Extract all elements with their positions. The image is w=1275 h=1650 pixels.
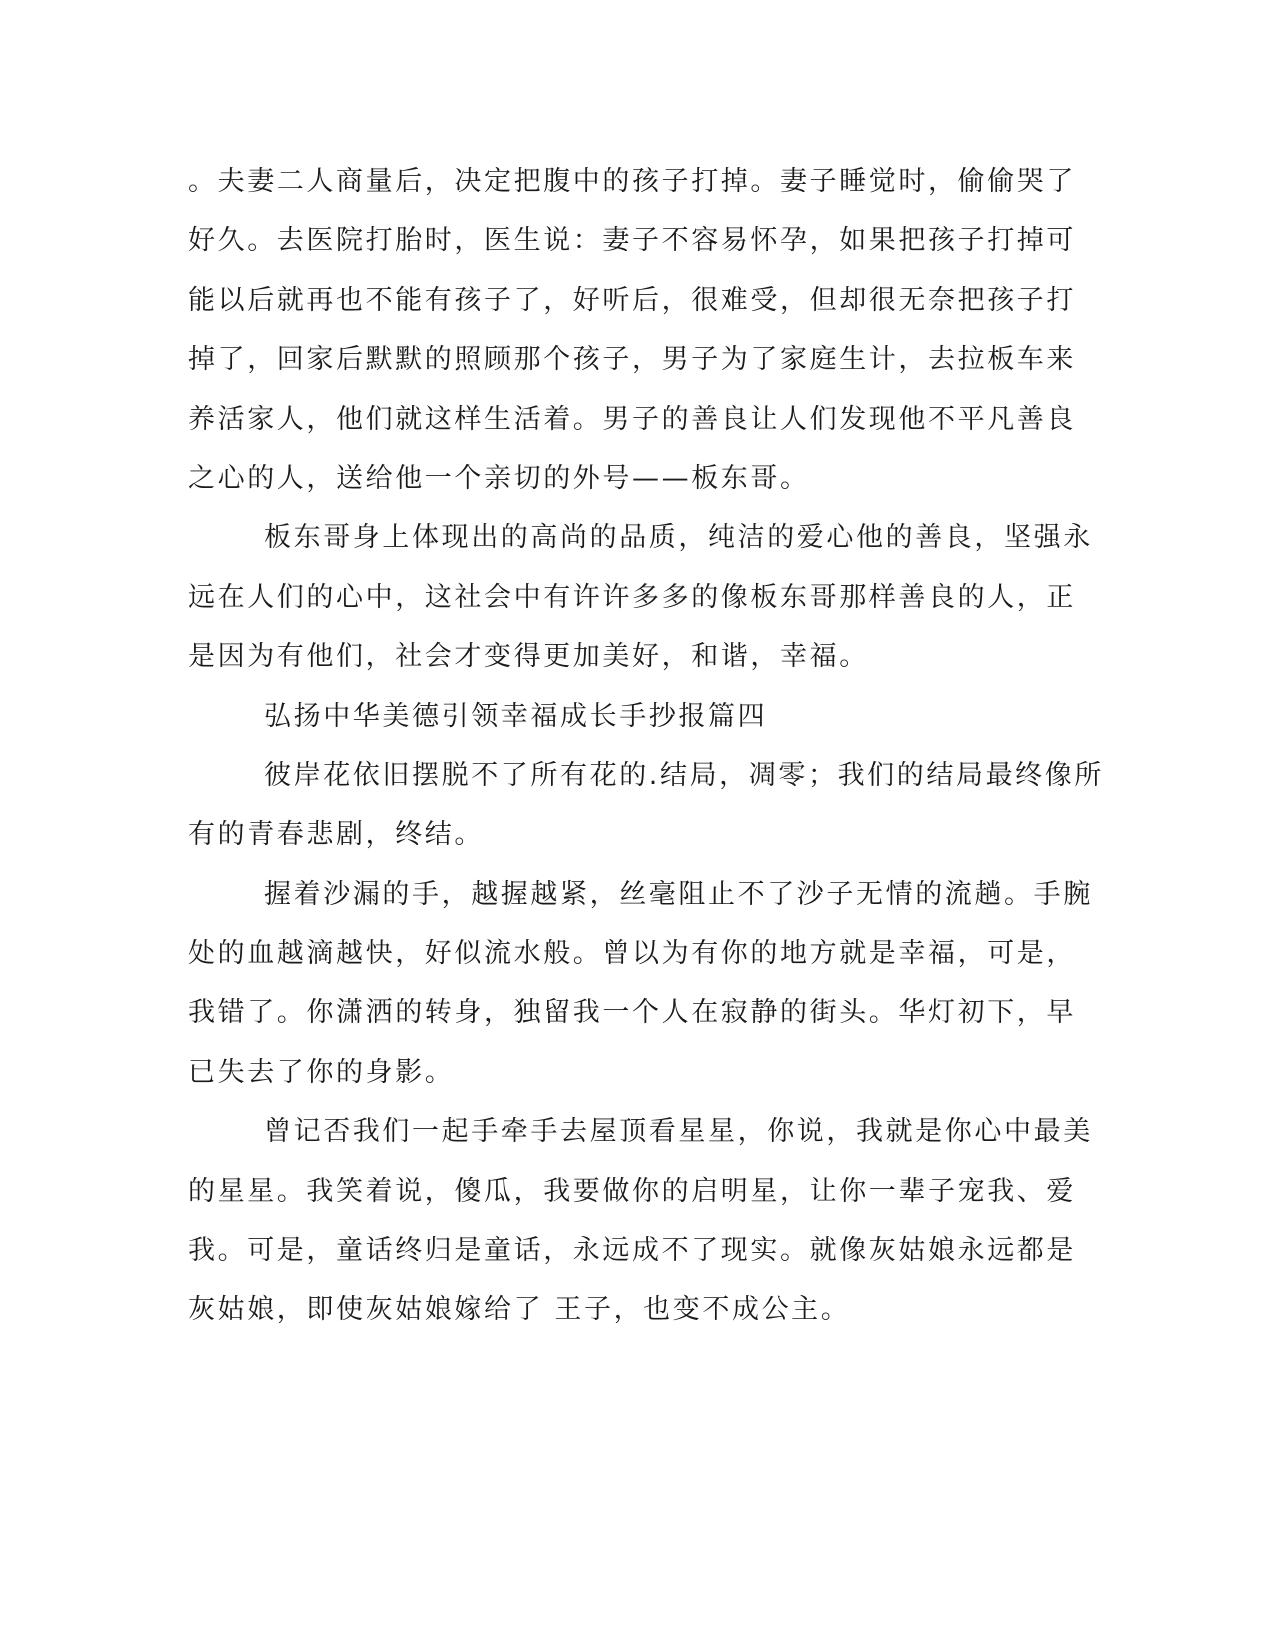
paragraph-first-line: 彼岸花依旧摆脱不了所有花的.结局，凋零；我们的结局最终像所: [264, 759, 1104, 791]
text-line: 我错了。你潇洒的转身，独留我一个人在寂静的街头。华灯初下，早: [188, 997, 1076, 1029]
text-line: 好久。去医院打胎时，医生说：妻子不容易怀孕，如果把孩子打掉可: [188, 225, 1076, 257]
paragraph-first-line: 板东哥身上体现出的高尚的品质，纯洁的爱心他的善良，坚强永: [264, 522, 1093, 554]
text-line: 的星星。我笑着说，傻瓜，我要做你的启明星，让你一辈子宠我、爱: [188, 1175, 1076, 1207]
paragraph-first-line: 握着沙漏的手，越握越紧，丝毫阻止不了沙子无情的流趟。手腕: [264, 878, 1093, 910]
text-line: 已失去了你的身影。: [188, 1056, 455, 1088]
text-line: 远在人们的心中，这社会中有许许多多的像板东哥那样善良的人，正: [188, 581, 1076, 613]
text-line: 是因为有他们，社会才变得更加美好，和谐，幸福。: [188, 641, 869, 673]
text-line: 灰姑娘，即使灰姑娘嫁给了 王子，也变不成公主。: [188, 1294, 851, 1326]
text-line: 之心的人，送给他一个亲切的外号——板东哥。: [188, 462, 810, 494]
text-line: 能以后就再也不能有孩子了，好听后，很难受，但却很无奈把孩子打: [188, 284, 1076, 316]
text-line: 养活家人，他们就这样生活着。男子的善良让人们发现他不平凡善良: [188, 403, 1076, 435]
text-line: 我。可是，童话终归是童话，永远成不了现实。就像灰姑娘永远都是: [188, 1235, 1076, 1267]
text-line: 掉了，回家后默默的照顾那个孩子，男子为了家庭生计，去拉板车来: [188, 344, 1076, 376]
paragraph-first-line: 曾记否我们一起手牵手去屋顶看星星，你说，我就是你心中最美: [264, 1116, 1093, 1148]
text-line: 。夫妻二人商量后，决定把腹中的孩子打掉。妻子睡觉时，偷偷哭了: [188, 166, 1076, 197]
section-heading: 弘扬中华美德引领幸福成长手抄报篇四: [264, 700, 768, 732]
text-line: 处的血越滴越快，好似流水般。曾以为有你的地方就是幸福，可是，: [188, 938, 1076, 970]
text-line: 有的青春悲剧，终结。: [188, 819, 484, 851]
document-page: [188, 152, 1104, 1340]
